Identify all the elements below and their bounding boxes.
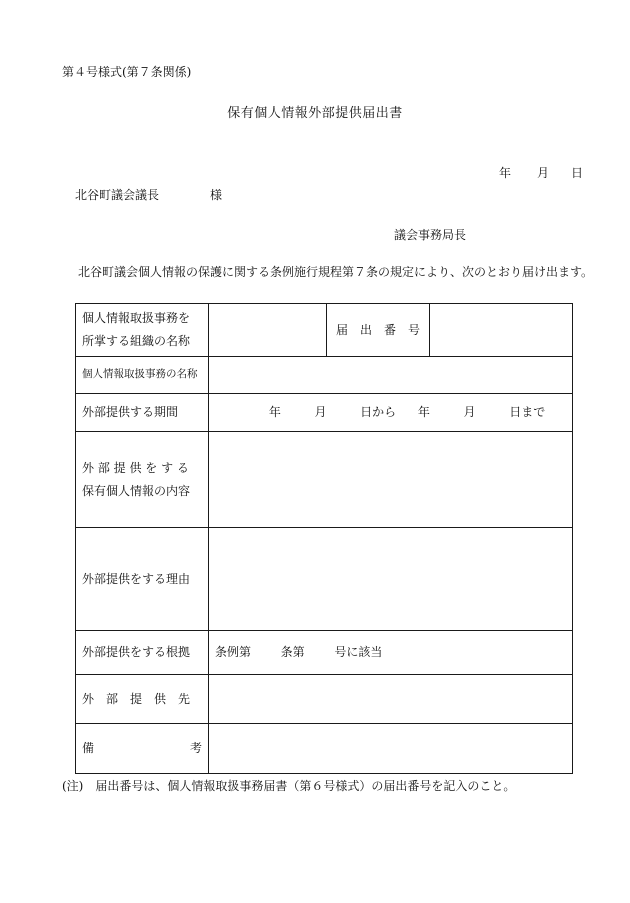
table-row-reason [76, 528, 573, 631]
org-label-line2: 所掌する組織の名称 [82, 334, 191, 348]
content-label-cell [76, 432, 209, 528]
table-row-period [76, 394, 573, 432]
org-label-line1: 個人情報取扱事務を [82, 311, 191, 326]
addressee-honorific: 様 [210, 188, 223, 202]
period-from: 日から [360, 405, 397, 420]
table-row-basis [76, 631, 573, 675]
document-title: 保有個人情報外部提供届出書 [227, 106, 403, 121]
remarks-label-cell [76, 724, 209, 774]
basis-label: 外部提供をする根拠 [76, 631, 209, 675]
filing-number-label: 届 出 番 号 [327, 304, 430, 357]
period-month2: 月 [463, 405, 476, 420]
table-row-content [76, 432, 573, 528]
remarks-label-1: 備 [82, 741, 95, 756]
remarks-value-cell[interactable] [209, 724, 573, 774]
remarks-label-2: 考 [189, 741, 202, 756]
basis-text-article: 条例第 [215, 645, 252, 660]
content-value-cell[interactable] [209, 432, 573, 528]
intro-text: 北谷町議会個人情報の保護に関する条例施行規程第７条の規定により、次のとおり届け出ます。 [78, 265, 594, 279]
org-value-cell[interactable] [209, 304, 327, 357]
period-value-cell[interactable] [209, 394, 573, 432]
basis-text-paragraph: 条第 [280, 645, 305, 660]
date-month-label: 月 [537, 166, 550, 180]
org-label-cell [76, 304, 209, 357]
period-label: 外部提供する期間 [76, 394, 209, 432]
table-row-recipient [76, 675, 573, 724]
business-name-label: 個人情報取扱事務の名称 [76, 357, 209, 394]
footnote: (注) 届出番号は、個人情報取扱事務届書（第６号様式）の届出番号を記入のこと。 [62, 779, 516, 793]
business-name-value-cell[interactable] [209, 357, 573, 394]
filing-form-table [75, 303, 573, 774]
addressee-name: 北谷町議会議長 [75, 188, 160, 202]
table-row-business-name [76, 357, 573, 394]
table-row-remarks [76, 724, 573, 774]
recipient-value-cell[interactable] [209, 675, 573, 724]
sender-title: 議会事務局長 [394, 228, 467, 242]
basis-text-item: 号に該当 [334, 645, 383, 660]
period-year2: 年 [417, 405, 430, 420]
content-label-line1: 外 部 提 供 を す る [82, 460, 189, 475]
reason-label: 外部提供をする理由 [76, 528, 209, 631]
basis-value-cell[interactable] [209, 631, 573, 675]
filing-number-value-cell[interactable] [430, 304, 573, 357]
reason-value-cell[interactable] [209, 528, 573, 631]
table-row-organization [76, 304, 573, 357]
content-label-line2: 保有個人情報の内容 [82, 483, 191, 498]
form-number: 第４号様式(第７条関係) [62, 65, 192, 79]
recipient-label: 外 部 提 供 先 [76, 675, 209, 724]
period-until: 日まで [509, 405, 546, 420]
date-day-label: 日 [571, 166, 584, 180]
period-month1: 月 [314, 405, 327, 420]
date-year-label: 年 [499, 166, 512, 180]
period-year1: 年 [268, 405, 281, 420]
